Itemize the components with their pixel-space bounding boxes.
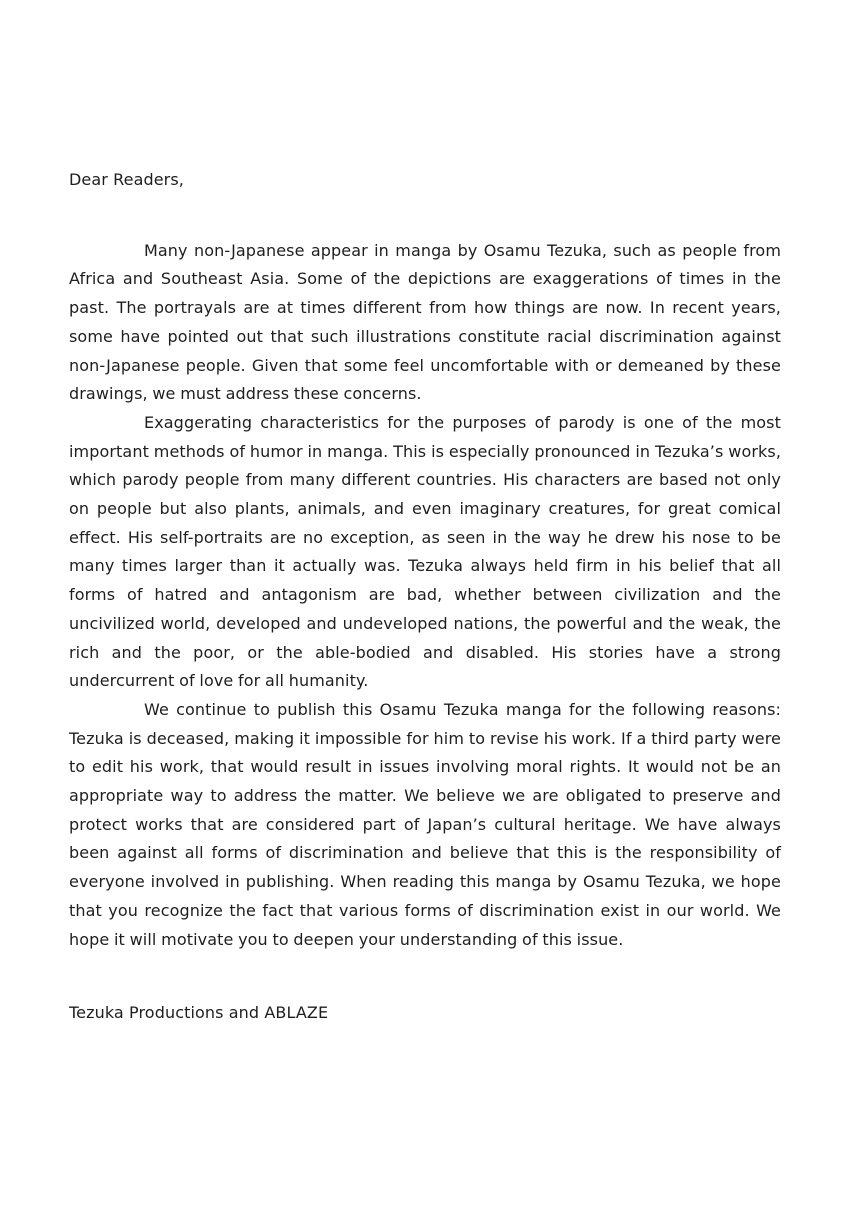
salutation: Dear Readers, xyxy=(69,170,184,189)
letter-body xyxy=(69,166,781,1022)
signature: Tezuka Productions and ABLAZE xyxy=(69,1003,329,1022)
paragraph-3: We continue to publish this Osamu Tezuka manga for the following reasons: Tezuka is deceased, making it impossible for him to revise his work. If a third party were to edit his work, that would result in issues involving moral rights. It would not be an appropriate way to address the matter. We believe we are obligated to preserve and protect works that are considered part of Japan’s cultural heritage. We have always been against all forms of discrimination and believe that this is the responsibility of everyone involved in publishing. When reading this manga by Osamu Tezuka, we hope that you recognize the fact that various forms of discrimination exist in our world. We hope it will motivate you to deepen your understanding of this issue. xyxy=(69,699,781,949)
salutation-spacer xyxy=(69,195,781,237)
paragraph-2: Exaggerating characteristics for the purposes of parody is one of the most important methods of humor in manga. This is especially pronounced in Tezuka’s works, which parody people from many different countries. His characters are based not only on people but also plants, animals, and even imaginary creatures, for great comical effect. His self-portraits are no exception, as seen in the way he drew his nose to be many times larger than it actually was. Tezuka always held firm in his belief that all forms of hatred and antagonism are bad, whether between civilization and the uncivilized world, developed and undeveloped nations, the powerful and the weak, the rich and the poor, or the able-bodied and disabled. His stories have a strong undercurrent of love for all humanity. xyxy=(69,412,781,691)
paragraph-1: Many non-Japanese appear in manga by Osamu Tezuka, such as people from Africa and Southeast Asia. Some of the depictions are exaggerations of times in the past. The portrayals are at times different from how things are now. In recent years, some have pointed out that such illustrations constitute racial discrimination against non-Japanese people. Given that some feel uncomfortable with or demeaned by these drawings, we must address these concerns. xyxy=(69,240,781,404)
